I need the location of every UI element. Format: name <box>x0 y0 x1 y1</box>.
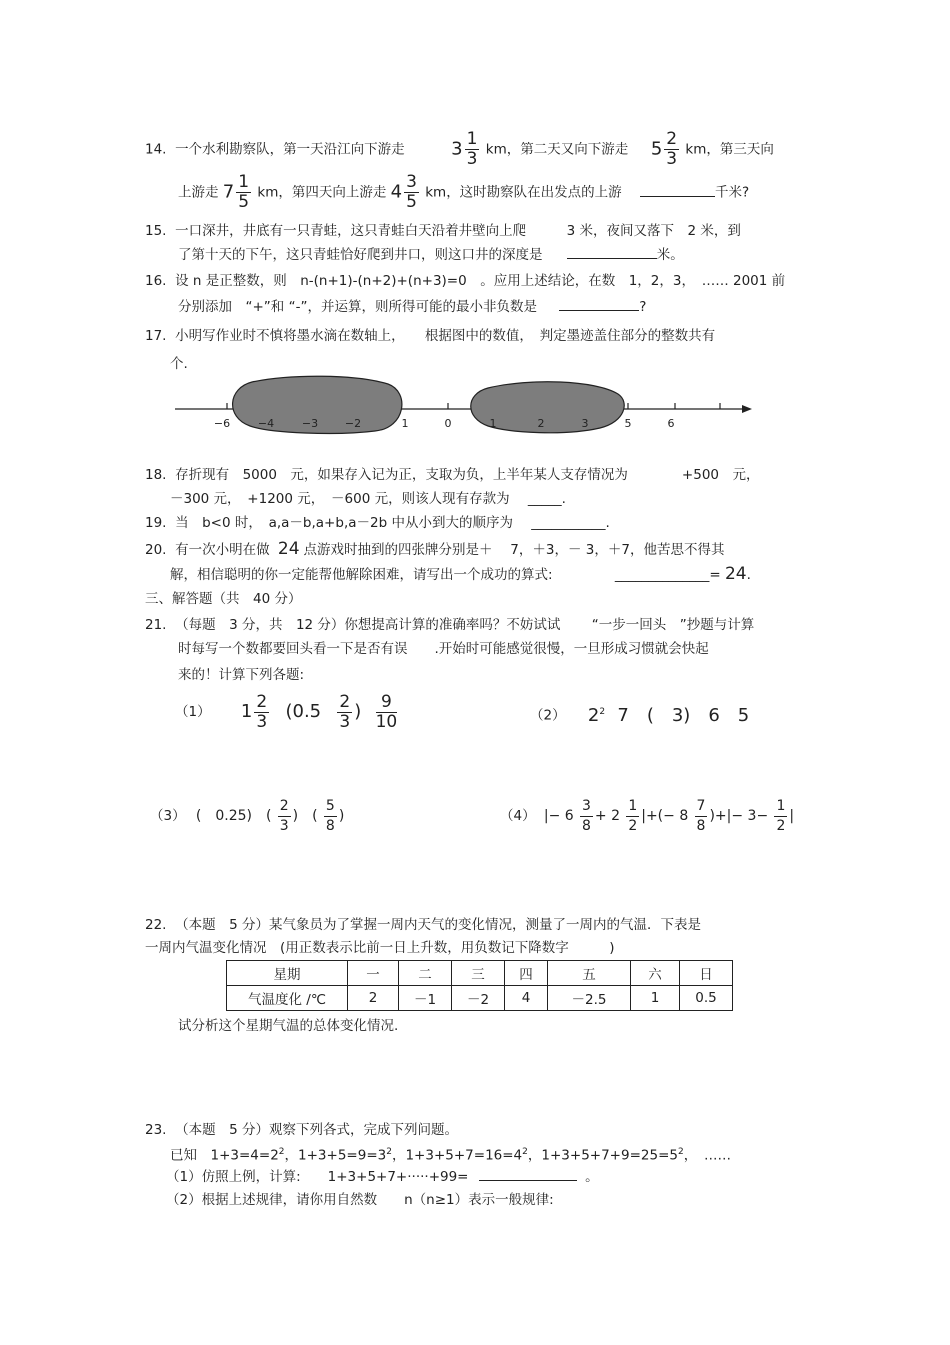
q15-line1: 15. 一口深井，井底有一只青蛙，这只青蛙白天沿着井壁向上爬 3 米，夜间又落下 2 米，到 <box>145 223 741 239</box>
q19-line1: 19. 当 b<0 时， a,a－b,a+b,a－2b 中从小到大的顺序为 ___________. <box>145 515 610 531</box>
table-cell: 六 <box>631 961 680 986</box>
tick-label: 2 <box>537 417 545 430</box>
table-cell: 4 <box>505 986 548 1011</box>
table-row <box>227 961 733 986</box>
table-cell: 0.5 <box>680 986 733 1011</box>
q21-part1: （1） 1 $\frac{2}{3}$ (0.5 $\frac{2}{3}$ ) $\frac{9}{10}$ <box>175 691 398 732</box>
q14-number: 14. <box>145 141 167 158</box>
table-cell: 三 <box>452 961 505 986</box>
arrow-head-icon <box>742 405 752 413</box>
tick-label: 3 <box>581 417 589 430</box>
temperature-table <box>226 960 733 1011</box>
tick-label: 0 <box>444 417 452 430</box>
q21-part2: （2） $2^2$ 7 ( 3) 6 5 <box>530 704 750 726</box>
q14-line1: 14. 一个水利勘察队，第一天沿江向下游走 3 $\frac{1}{3}$ km，第二天又向下游走 5 $\frac{2}{3}$ km，第三天向 <box>145 129 774 169</box>
q23-line1: 23. （本题 5 分）观察下列各式，完成下列问题。 <box>145 1122 458 1138</box>
fraction-1-3: $\frac{1}{3}$ <box>466 129 478 169</box>
tick-label: −2 <box>344 417 362 430</box>
tick-label: 6 <box>667 417 675 430</box>
q22-line3: 试分析这个星期气温的总体变化情况. <box>178 1018 399 1034</box>
fraction-1-5: $\frac{1}{5}$ <box>238 172 250 212</box>
tick-label: 1 <box>401 417 409 430</box>
answer-blank[interactable]: ___________. <box>531 515 610 531</box>
table-cell: 2 <box>348 986 399 1011</box>
q15-line2: 了第十天的下午，这只青蛙恰好爬到井口，则这口井的深度是 米。 <box>178 244 684 265</box>
q23-part1: （1）仿照上例，计算: 1+3+5+7+·····+99= 。 <box>166 1166 599 1187</box>
q21-line3: 来的！计算下列各题: <box>178 667 305 683</box>
table-cell: －2.5 <box>548 986 631 1011</box>
q16-line1: 16. 设 n 是正整数，则 n-(n+1)-(n+2)+(n+3)=0 。应用上述结论，在数 1，2，3， …… 2001 前 <box>145 273 786 289</box>
q20-line1: 20. 有一次小明在做 24 点游戏时抽到的四张牌分别是＋ 7，＋3，－ 3，＋7，他苦思不得其 <box>145 539 725 559</box>
answer-blank[interactable]: _____. <box>527 491 566 507</box>
q20-line2: 解，相信聪明的你一定能帮他解除困难，请写出一个成功的算式: ______________= 24. <box>170 564 751 584</box>
table-cell: 星期 <box>227 961 348 986</box>
table-cell: 日 <box>680 961 733 986</box>
table-cell: －2 <box>452 986 505 1011</box>
q18-line1: 18. 存折现有 5000 元，如果存入记为正，支取为负，上半年某人支存情况为 +500 元， <box>145 467 760 483</box>
q22-line2: 一周内气温变化情况 (用正数表示比前一日上升数，用负数记下降数字 ) <box>145 940 615 956</box>
q16-line2: 分别添加 “+”和 “-”，并运算，则所得可能的最小非负数是 ? <box>178 296 646 317</box>
table-cell: 气温度化 /℃ <box>227 986 348 1011</box>
tick-label: −6 <box>213 417 231 430</box>
q21-line1: 21. （每题 3 分，共 12 分）你想提高计算的准确率吗？不妨试试 “一步一回头 ”抄题与计算 <box>145 617 755 633</box>
fraction-2-3: $\frac{2}{3}$ <box>666 129 678 169</box>
answer-blank[interactable] <box>479 1166 577 1181</box>
q21-part4: （4） |− 6 $\frac{3}{8}$ + 2 $\frac{1}{2}$ |+(− 8 $\frac{7}{8}$ )+|− 3− $\frac{1}{2}$ | <box>500 797 795 834</box>
q23-part2: （2）根据上述规律，请你用自然数 n（n≥1）表示一般规律: <box>166 1192 554 1208</box>
q22-line1: 22. （本题 5 分）某气象员为了掌握一周内天气的变化情况，测量了一周内的气温．下表是 <box>145 917 701 933</box>
table-cell: 四 <box>505 961 548 986</box>
q17-line1: 17. 小明写作业时不慎将墨水滴在数轴上， 根据图中的数值， 判定墨迹盖住部分的整数共有 <box>145 328 716 344</box>
q17-line2: 个. <box>170 356 188 372</box>
answer-blank[interactable] <box>567 244 657 259</box>
number-line-figure <box>170 370 760 440</box>
answer-blank[interactable]: ______________= <box>614 567 725 583</box>
table-row <box>227 986 733 1011</box>
table-cell: 二 <box>399 961 452 986</box>
section-heading: 三、解答题（共 40 分） <box>145 591 302 607</box>
answer-blank[interactable] <box>559 296 639 311</box>
tick-label: −4 <box>257 417 275 430</box>
q21-part3: （3） ( 0.25) ( $\frac{2}{3}$ ) ( $\frac{5}{8}$ ) <box>150 797 345 834</box>
answer-blank[interactable] <box>640 182 715 197</box>
fraction-3-5: $\frac{3}{5}$ <box>406 172 417 212</box>
q14-line2: 上游走 7 $\frac{1}{5}$ km，第四天向上游走 4 $\frac{3}{5}$ km，这时勘察队在出发点的上游 千米? <box>178 172 750 212</box>
tick-label: 1 <box>489 417 497 430</box>
q21-line2: 时每写一个数都要回头看一下是否有误 .开始时可能感觉很慢，一旦形成习惯就会快起 <box>178 641 709 657</box>
q18-line2: －300 元， +1200 元， －600 元，则该人现有存款为 _____. <box>170 491 566 507</box>
tick-label: 5 <box>624 417 632 430</box>
tick-label: −3 <box>301 417 319 430</box>
table-cell: 一 <box>348 961 399 986</box>
table-cell: 1 <box>631 986 680 1011</box>
q23-given: 已知 $1+3=4=2^2$，$1+3+5=9=3^2$，$1+3+5+7=16=4^2$，$1+3+5+7+9=25=5^2$， …… <box>170 1147 731 1164</box>
table-cell: －1 <box>399 986 452 1011</box>
table-cell: 五 <box>548 961 631 986</box>
